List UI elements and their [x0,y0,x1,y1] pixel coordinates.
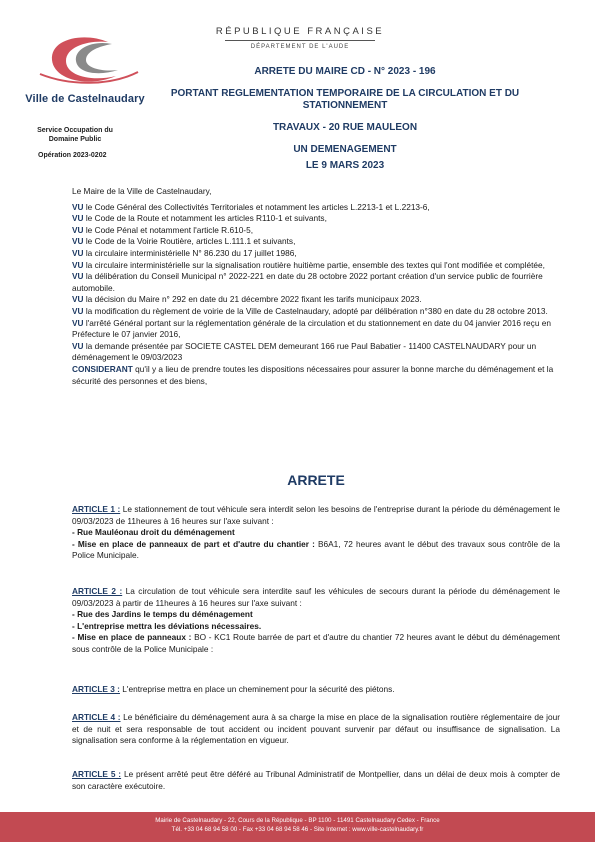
preamble-item: VU la circulaire interministérielle N° 86.230 du 17 juillet 1986, [72,247,297,258]
republic-divider [225,40,375,41]
preamble-intro: Le Maire de la Ville de Castelnaudary, [72,186,212,196]
article-2: ARTICLE 2 : La circulation de tout véhicule sera interdite sauf les véhicules de secours durant la période du déménagement le 09/03/2023 à partir de 11heures à 16 heures sur l'axe suivant : - Rue des Jardins le temps du déménagement - L'entreprise mettra les déviations nécessaires. - Mise en place de panneaux : BO - KC1 Route barrée de part et d'autre du chantier 72 heures avant le début du déménagement sous contrôle de la Police Municipale : [72,586,560,654]
preamble-considerant: CONSIDERANT qu'il y a lieu de prendre toutes les dispositions nécessaires pour assurer la bonne marche du déménagement et la sécurité des personnes et des biens, [72,363,554,386]
preamble-item: VU le Code Général des Collectivités Territoriales et notamment les articles L.2213-1 et L.2213-6, [72,201,430,212]
works-date: LE 9 MARS 2023 [305,160,385,171]
works-type: UN DEMENAGEMENT [293,144,397,155]
service-label: Service Occupation du Domaine Public [37,127,113,143]
preamble-item: VU la décision du Maire n° 292 en date du 21 décembre 2022 fixant les tarifs municipaux 2023. [72,294,422,305]
preamble-item: VU le Code de la Route et notamment les articles R110-1 et suivants, [72,213,327,224]
preamble-item: VU le Code Pénal et notamment l'article R.610-5, [72,224,253,235]
article-3-label: ARTICLE 3 : [72,684,120,694]
article-2-detour: - L'entreprise mettra les déviations nécessaires. [72,620,262,631]
article-5: ARTICLE 5 : Le présent arrêté peut être déféré au Tribunal Administratif de Montpellier, dans un délai de deux mois à compter de son caractère exécutoire. [72,769,560,791]
town-logo [30,30,145,94]
article-2-label: ARTICLE 2 : [72,586,123,596]
arrete-heading: ARRETE [287,472,345,488]
decree-number: ARRETE DU MAIRE CD - N° 2023 - 196 [254,66,436,77]
preamble-item: VU la circulaire interministérielle sur la signalisation routière huitième partie, ensemble des textes qui l'ont modifiée et complétée, [72,259,545,270]
works-location: TRAVAUX - 20 RUE MAULEON [272,122,418,133]
article-5-label: ARTICLE 5 : [72,769,122,779]
article-2-street: - Rue des Jardins le temps du déménagement [72,609,253,620]
article-1-street: - Rue Mauléonau droit du déménagement [72,527,235,538]
preamble-item: VU l'arrêté Général portant sur la réglementation générale de la circulation et du stationnement en date du 04 janvier 2016 reçu en Préfecture le 07 janvier 2016, [72,317,551,340]
preamble [72,186,560,387]
preamble-item: VU la modification du règlement de voirie de la Ville de Castelnaudary, adopté par délibération n°380 en date du 28 octobre 2013. [72,305,548,316]
preamble-item: VU le Code de la Voirie Routière, articles L.111.1 et suivants, [72,236,296,247]
preamble-item: VU la demande présentée par SOCIETE CASTEL DEM demeurant 166 rue Paul Babatier - 11400 CASTELNAUDARY pour un déménagement le 09/03/2023 [72,340,537,363]
decree-subject: PORTANT REGLEMENTATION TEMPORAIRE DE LA CIRCULATION ET DU STATIONNEMENT [170,88,520,111]
footer [0,812,595,842]
republic-heading: RÉPUBLIQUE FRANÇAISE [215,26,385,37]
preamble-item: VU la délibération du Conseil Municipal n° 2022-221 en date du 28 octobre 2022 portant création d'un service public de fourrière automobile. [72,271,543,293]
town-name: Ville de Castelnaudary [25,93,145,105]
operation-number: Opération 2023-0202 [38,152,107,159]
department-heading: DÉPARTEMENT DE L'AUDE [250,44,350,50]
footer-contact: Tél. +33 04 68 94 58 00 - Fax +33 04 68 94 58 46 - Site Internet : www.ville-castelnaudary.fr [171,826,424,833]
article-3: ARTICLE 3 : L'entreprise mettra en place un cheminement pour la sécurité des piétons. [72,684,395,694]
footer-address: Mairie de Castelnaudary - 22, Cours de la République - BP 1100 - 11491 Castelnaudary Cedex - France [155,817,440,824]
article-1-label: ARTICLE 1 : [72,504,121,514]
article-4-label: ARTICLE 4 : [72,712,121,722]
article-1: ARTICLE 1 : Le stationnement de tout véhicule sera interdit selon les besoins de l'entreprise durant la période du déménagement le 09/03/2023 de 11heures à 16 heures sur l'axe suivant : - Rue Mauléonau droit du déménagement - Mise en place de panneaux de part et d'autre du chantier : B6A1, 72 heures avant le début des travaux sous contrôle de la Police Municipale. [72,504,560,561]
article-4: ARTICLE 4 : Le bénéficiaire du déménagement aura à sa charge la mise en place de la signalisation routière réglementaire de jour et de nuit et sera responsable de tout accident ou incident pouvant survenir par défaut ou insuffisance de signalisation. La signalisation sera conforme à la réglementation en vigueur. [72,712,560,746]
